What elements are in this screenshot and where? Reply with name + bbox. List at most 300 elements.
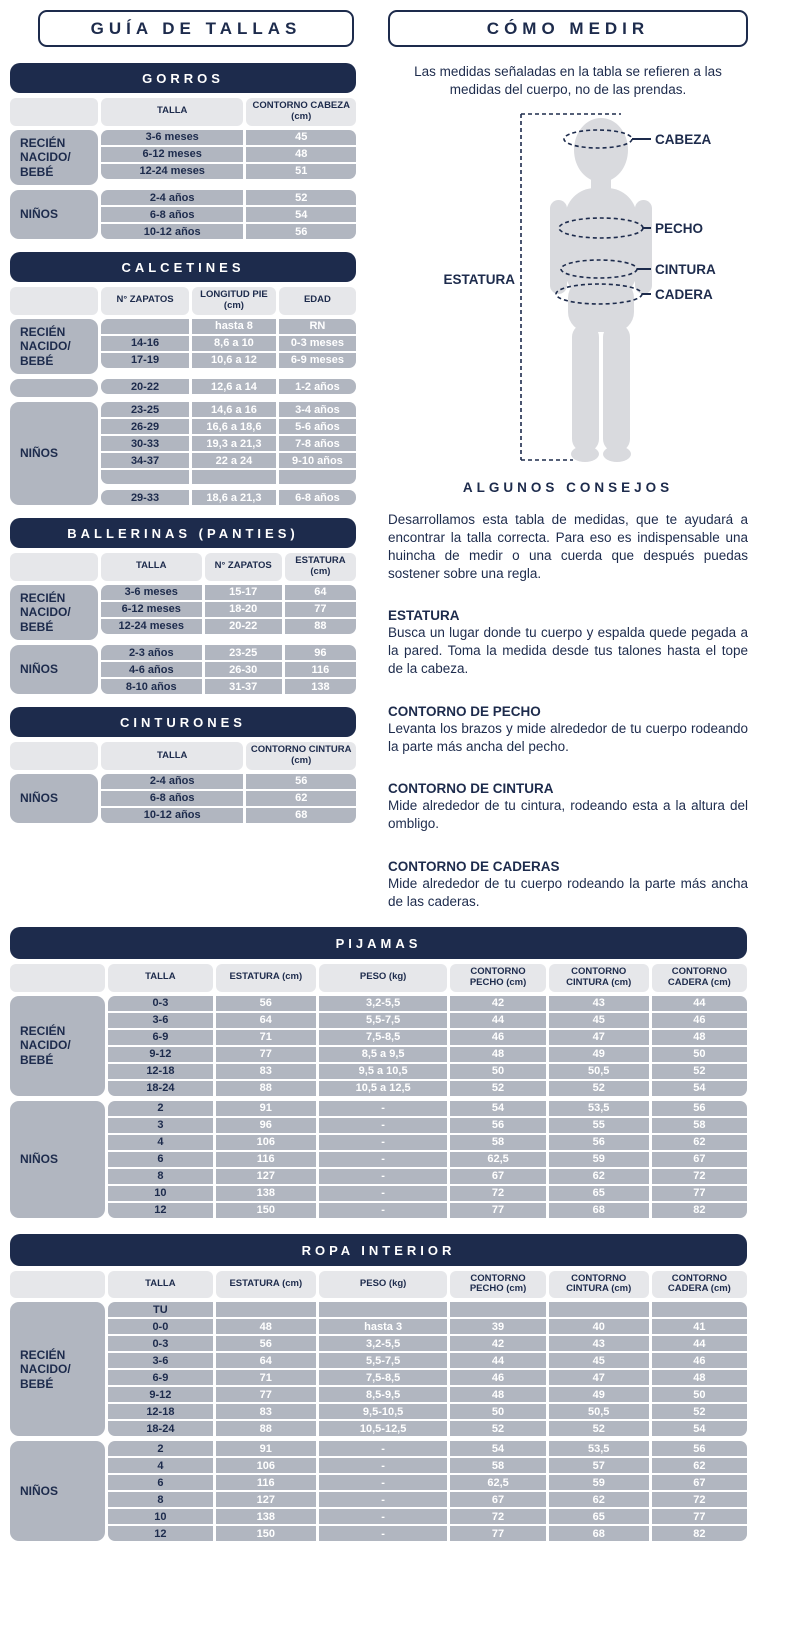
table-row <box>108 1526 747 1541</box>
table-cell: 8,6 a 10 <box>192 336 276 351</box>
table-cell: 83 <box>216 1404 316 1419</box>
table-cell: 29-33 <box>101 490 189 505</box>
table-cell: - <box>319 1169 448 1184</box>
table-row <box>101 402 356 417</box>
table-cell: 6-12 meses <box>101 602 202 617</box>
table-cell: 56 <box>246 224 356 239</box>
table-cell: 3-6 meses <box>101 585 202 600</box>
table-cell: 2-3 años <box>101 645 202 660</box>
table-cell: 54 <box>450 1101 545 1116</box>
table-cell: 0-3 meses <box>279 336 356 351</box>
table-cell: 3,2-5,5 <box>319 996 448 1011</box>
table-cell: 9-10 años <box>279 453 356 468</box>
table-cell: 64 <box>216 1353 316 1368</box>
table-cell: 9-12 <box>108 1387 213 1402</box>
consejos-title: ALGUNOS CONSEJOS <box>462 480 674 496</box>
full-width-tables <box>10 927 747 1542</box>
table-cell: 65 <box>549 1186 649 1201</box>
table-row <box>108 1047 747 1062</box>
table-row <box>108 1186 747 1201</box>
table-cell: 4 <box>108 1458 213 1473</box>
table-cell: 3-6 <box>108 1353 213 1368</box>
table-row <box>101 353 356 368</box>
table-cell: 82 <box>652 1203 747 1218</box>
ballerinas-header-row <box>10 553 356 581</box>
table-cell: 52 <box>652 1404 747 1419</box>
size-guide-title: GUÍA DE TALLAS <box>38 10 354 47</box>
table-cell: 49 <box>549 1047 649 1062</box>
row-group <box>10 190 356 239</box>
table-cell: 14,6 a 16 <box>192 402 276 417</box>
table-cell: 8 <box>108 1169 213 1184</box>
table-row <box>108 1421 747 1436</box>
cintura-label: CINTURA <box>655 262 716 278</box>
table-row <box>108 1319 747 1334</box>
table-cell: 57 <box>549 1458 649 1473</box>
table-cell: 50 <box>652 1047 747 1062</box>
tip-text: Levanta los brazos y mide alrededor de tu cuerpo rodeando la parte más ancha del pecho. <box>388 720 748 754</box>
table-cell: 64 <box>216 1013 316 1028</box>
table-cell: 52 <box>549 1081 649 1096</box>
table-cell: 14-16 <box>101 336 189 351</box>
table-cell: 9-12 <box>108 1047 213 1062</box>
table-cell: 12 <box>108 1526 213 1541</box>
column-header: CONTORNO CADERA (cm) <box>652 1271 747 1299</box>
row-group <box>10 1302 747 1436</box>
table-row <box>101 130 356 145</box>
table-cell: 23-25 <box>101 402 189 417</box>
table-cell: 52 <box>450 1421 545 1436</box>
table-cell: 96 <box>285 645 356 660</box>
table-cell: 9,5-10,5 <box>319 1404 448 1419</box>
how-to-measure-column <box>388 10 748 911</box>
table-cell: 96 <box>216 1118 316 1133</box>
row-group-label: NIÑOS <box>10 402 98 505</box>
table-cell: 48 <box>652 1370 747 1385</box>
tip-text: Busca un lugar donde tu cuerpo y espalda quede pegada a la pared. Toma la medida desde tus talones hasta el tope de la cabeza. <box>388 625 748 676</box>
table-cell: 45 <box>549 1013 649 1028</box>
pijamas-title-bar: PIJAMAS <box>10 927 747 959</box>
row-group-rows <box>101 774 356 823</box>
table-cell: 56 <box>450 1118 545 1133</box>
table-cell: 12-24 meses <box>101 619 202 634</box>
table-cell: 6 <box>108 1152 213 1167</box>
table-cell: 59 <box>549 1475 649 1490</box>
row-group-rows <box>101 190 356 239</box>
table-cell: 116 <box>285 662 356 677</box>
tip-heading: CONTORNO DE CADERAS <box>388 859 560 875</box>
table-cell: 8-10 años <box>101 679 202 694</box>
table-cell: - <box>319 1492 448 1507</box>
table-row <box>108 1135 747 1150</box>
table-cell: 150 <box>216 1203 316 1218</box>
column-header: ESTATURA (cm) <box>216 964 316 992</box>
row-segment <box>108 996 747 1096</box>
table-row <box>101 224 356 239</box>
table-cell: 4 <box>108 1135 213 1150</box>
table-cell: 150 <box>216 1526 316 1541</box>
table-cell <box>192 470 276 484</box>
row-group-rows <box>108 996 747 1096</box>
table-cell: 47 <box>549 1030 649 1045</box>
table-row <box>108 1081 747 1096</box>
table-cell: 68 <box>549 1526 649 1541</box>
table-cell: 91 <box>216 1441 316 1456</box>
table-row <box>101 619 356 634</box>
table-cell: 46 <box>450 1030 545 1045</box>
table-row <box>108 1387 747 1402</box>
table-cell <box>319 1302 448 1317</box>
table-cell: 6-8 años <box>101 791 243 806</box>
table-cell: - <box>319 1152 448 1167</box>
table-row <box>108 1013 747 1028</box>
column-header: CONTORNO CINTURA (cm) <box>549 964 649 992</box>
table-row <box>108 1370 747 1385</box>
table-cell: - <box>319 1509 448 1524</box>
table-row <box>101 679 356 694</box>
table-cell: 72 <box>450 1186 545 1201</box>
table-cell: 26-29 <box>101 419 189 434</box>
column-header: ESTATURA (cm) <box>216 1271 316 1299</box>
table-cell: 7-8 años <box>279 436 356 451</box>
tip-heading: CONTORNO DE CINTURA <box>388 781 554 797</box>
table-cell: - <box>319 1135 448 1150</box>
table-cell: 6-12 meses <box>101 147 243 162</box>
table-cell: 2 <box>108 1441 213 1456</box>
column-header: N° ZAPATOS <box>205 553 282 581</box>
row-segment <box>101 130 356 179</box>
row-group-rows <box>108 1441 747 1541</box>
row-group-rows <box>101 585 356 640</box>
table-row <box>108 1336 747 1351</box>
ballerinas-title-bar: BALLERINAS (PANTIES) <box>10 518 356 548</box>
table-cell: 7,5-8,5 <box>319 1030 448 1045</box>
table-cell: 62 <box>652 1135 747 1150</box>
table-cell: 44 <box>450 1353 545 1368</box>
measure-intro-text: Las medidas señaladas en la tabla se refieren a las medidas del cuerpo, no de las prendas. <box>414 64 722 97</box>
table-cell: 55 <box>549 1118 649 1133</box>
table-cell: 45 <box>246 130 356 145</box>
pijamas-header-row <box>10 964 747 992</box>
table-cell: 91 <box>216 1101 316 1116</box>
table-row <box>101 585 356 600</box>
table-cell: - <box>319 1458 448 1473</box>
table-cell: 26-30 <box>205 662 282 677</box>
table-cell: 50 <box>652 1387 747 1402</box>
size-guide-column <box>10 10 356 836</box>
table-cell: 47 <box>549 1370 649 1385</box>
table-cell: 3-6 <box>108 1013 213 1028</box>
tip-heading: CONTORNO DE PECHO <box>388 703 541 719</box>
row-segment <box>101 774 356 823</box>
table-cell <box>652 1302 747 1317</box>
table-cell: 72 <box>652 1169 747 1184</box>
table-cell: 0-0 <box>108 1319 213 1334</box>
table-cell: 138 <box>216 1509 316 1524</box>
table-cell: 59 <box>549 1152 649 1167</box>
table-cell: 77 <box>652 1509 747 1524</box>
top-columns <box>10 10 786 911</box>
table-cell: 6-9 <box>108 1370 213 1385</box>
table-cell: 34-37 <box>101 453 189 468</box>
row-segment <box>101 319 356 368</box>
table-cell: 18-24 <box>108 1081 213 1096</box>
column-header: TALLA <box>101 98 243 126</box>
table-cell: 54 <box>246 207 356 222</box>
table-cell: 2 <box>108 1101 213 1116</box>
table-cell: 48 <box>450 1047 545 1062</box>
table-cell: 43 <box>549 996 649 1011</box>
table-cell: 10,5 a 12,5 <box>319 1081 448 1096</box>
row-group-label: NIÑOS <box>10 645 98 694</box>
table-cell: 138 <box>285 679 356 694</box>
table-cell: 62,5 <box>450 1475 545 1490</box>
table-row <box>108 1475 747 1490</box>
table-cell: 9,5 a 10,5 <box>319 1064 448 1079</box>
table-cell: 48 <box>450 1387 545 1402</box>
table-cell: 82 <box>652 1526 747 1541</box>
table-cell: 5-6 años <box>279 419 356 434</box>
table-cell: TU <box>108 1302 213 1317</box>
column-header: CONTORNO CABEZA (cm) <box>246 98 356 126</box>
cinturones-title-bar: CINTURONES <box>10 707 356 737</box>
table-cell: 48 <box>216 1319 316 1334</box>
table-row <box>108 1203 747 1218</box>
table-cell: 62 <box>549 1492 649 1507</box>
row-group-label: NIÑOS <box>10 1441 105 1541</box>
table-cell: 22 a 24 <box>192 453 276 468</box>
table-cell: 67 <box>450 1169 545 1184</box>
table-cell: 50 <box>450 1064 545 1079</box>
table-cell: 10-12 años <box>101 808 243 823</box>
table-row <box>108 996 747 1011</box>
table-row <box>101 645 356 660</box>
row-segment <box>101 645 356 694</box>
row-group-rows <box>101 379 356 397</box>
body-measurement-diagram <box>389 104 747 472</box>
column-header: TALLA <box>101 553 202 581</box>
row-group-rows <box>101 645 356 694</box>
table-cell: 68 <box>549 1203 649 1218</box>
column-header: TALLA <box>101 742 243 770</box>
row-segment <box>108 1101 747 1218</box>
table-row <box>108 1441 747 1456</box>
header-corner-spacer <box>10 553 98 581</box>
table-cell: 12-24 meses <box>101 164 243 179</box>
table-row <box>101 190 356 205</box>
table-cell: 83 <box>216 1064 316 1079</box>
table-cell <box>101 319 189 334</box>
table-row <box>101 662 356 677</box>
table-cell: 18-20 <box>205 602 282 617</box>
table-cell: 116 <box>216 1152 316 1167</box>
table-row <box>101 453 356 468</box>
row-group <box>10 645 356 694</box>
table-cell: 72 <box>652 1492 747 1507</box>
table-cell: 10,5-12,5 <box>319 1421 448 1436</box>
table-cell: - <box>319 1118 448 1133</box>
table-cell: 0-3 <box>108 996 213 1011</box>
table-row <box>108 1101 747 1116</box>
gorros-table <box>10 63 356 239</box>
table-cell: - <box>319 1475 448 1490</box>
tip-text: Mide alrededor de tu cintura, rodeando esta a la altura del ombligo. <box>388 798 748 832</box>
row-segment <box>108 1302 747 1436</box>
table-cell: 77 <box>450 1203 545 1218</box>
table-cell: 77 <box>652 1186 747 1201</box>
table-cell: 10 <box>108 1186 213 1201</box>
calcetines-table <box>10 252 356 505</box>
table-cell: 106 <box>216 1458 316 1473</box>
table-cell: 127 <box>216 1492 316 1507</box>
table-cell: 16,6 a 18,6 <box>192 419 276 434</box>
row-segment <box>101 490 356 505</box>
table-row <box>101 419 356 434</box>
table-cell: 41 <box>652 1319 747 1334</box>
row-group-label: NIÑOS <box>10 190 98 239</box>
row-group-rows <box>108 1302 747 1436</box>
table-row <box>108 1353 747 1368</box>
table-cell: 48 <box>246 147 356 162</box>
table-cell: 6-9 <box>108 1030 213 1045</box>
table-cell: 12-18 <box>108 1404 213 1419</box>
table-cell: 62 <box>652 1458 747 1473</box>
table-cell <box>279 470 356 484</box>
table-cell: 44 <box>652 996 747 1011</box>
row-segment <box>108 1441 747 1541</box>
table-cell: 62 <box>246 791 356 806</box>
column-header: CONTORNO CINTURA (cm) <box>549 1271 649 1299</box>
table-cell: 5,5-7,5 <box>319 1013 448 1028</box>
table-cell: 12,6 a 14 <box>192 379 276 394</box>
table-cell: 8 <box>108 1492 213 1507</box>
header-corner-spacer <box>10 1271 105 1299</box>
ballerinas-table <box>10 518 356 694</box>
gorros-title-bar: GORROS <box>10 63 356 93</box>
table-cell: 0-3 <box>108 1336 213 1351</box>
how-to-measure-title: CÓMO MEDIR <box>388 10 748 47</box>
table-cell: 56 <box>216 996 316 1011</box>
row-group <box>10 774 356 823</box>
tip-contorno-pecho <box>388 704 748 756</box>
table-cell <box>101 470 189 484</box>
table-cell: hasta 8 <box>192 319 276 334</box>
table-cell: 12-18 <box>108 1064 213 1079</box>
table-cell: 52 <box>652 1064 747 1079</box>
tip-text: Mide alrededor de tu cuerpo rodeando la parte más ancha de las caderas. <box>388 876 748 909</box>
ropa-interior-table <box>10 1234 747 1542</box>
cabeza-label: CABEZA <box>655 132 712 148</box>
table-cell: 10,6 a 12 <box>192 353 276 368</box>
table-cell: 88 <box>216 1421 316 1436</box>
ropa_interior-title-bar: ROPA INTERIOR <box>10 1234 747 1266</box>
table-cell: 77 <box>450 1526 545 1541</box>
table-cell: 10 <box>108 1509 213 1524</box>
table-row <box>101 147 356 162</box>
row-group-rows <box>101 130 356 185</box>
cinturones-header-row <box>10 742 356 770</box>
column-header: CONTORNO CINTURA (cm) <box>246 742 356 770</box>
cadera-label: CADERA <box>655 287 713 303</box>
table-cell: 15-17 <box>205 585 282 600</box>
table-row <box>108 1458 747 1473</box>
table-cell: 4-6 años <box>101 662 202 677</box>
table-cell: 5,5-7,5 <box>319 1353 448 1368</box>
table-cell: 12 <box>108 1203 213 1218</box>
table-cell: 3-4 años <box>279 402 356 417</box>
row-group-label: NIÑOS <box>10 1101 105 1218</box>
column-header: N° ZAPATOS <box>101 287 189 315</box>
table-cell: 53,5 <box>549 1441 649 1456</box>
pijamas-table <box>10 927 747 1218</box>
column-header: CONTORNO PECHO (cm) <box>450 964 545 992</box>
table-cell: 8,5 a 9,5 <box>319 1047 448 1062</box>
table-cell: - <box>319 1203 448 1218</box>
row-group-label: RECIÉN NACIDO/ BEBÉ <box>10 996 105 1096</box>
table-row <box>108 1064 747 1079</box>
table-cell: 3 <box>108 1118 213 1133</box>
table-cell: - <box>319 1441 448 1456</box>
table-row <box>108 1302 747 1317</box>
table-cell: 30-33 <box>101 436 189 451</box>
table-cell: 6-8 años <box>101 207 243 222</box>
row-group <box>10 1441 747 1541</box>
tip-heading: ESTATURA <box>388 608 460 624</box>
table-cell: 42 <box>450 1336 545 1351</box>
table-cell: 71 <box>216 1030 316 1045</box>
table-cell: 58 <box>450 1135 545 1150</box>
row-group-rows <box>101 402 356 505</box>
row-segment <box>101 585 356 634</box>
row-group <box>10 996 747 1096</box>
table-cell: 31-37 <box>205 679 282 694</box>
row-group-label: NIÑOS <box>10 774 98 823</box>
row-group-rows <box>101 319 356 374</box>
gorros-header-row <box>10 98 356 126</box>
row-group <box>10 1101 747 1218</box>
column-header: EDAD <box>279 287 356 315</box>
column-header: PESO (kg) <box>319 1271 448 1299</box>
row-group <box>10 130 356 185</box>
table-row <box>101 470 356 484</box>
table-row <box>108 1509 747 1524</box>
table-row <box>108 1152 747 1167</box>
header-corner-spacer <box>10 98 98 126</box>
table-cell: 67 <box>652 1475 747 1490</box>
row-group <box>10 402 356 505</box>
table-cell: 42 <box>450 996 545 1011</box>
row-group-rows <box>108 1101 747 1218</box>
table-cell: 39 <box>450 1319 545 1334</box>
table-cell: 116 <box>216 1475 316 1490</box>
table-cell: 67 <box>450 1492 545 1507</box>
table-cell: 77 <box>285 602 356 617</box>
table-cell: - <box>319 1186 448 1201</box>
row-group <box>10 585 356 640</box>
table-row <box>101 207 356 222</box>
table-cell: 18,6 a 21,3 <box>192 490 276 505</box>
column-header: LONGITUD PIE (cm) <box>192 287 276 315</box>
table-cell: 56 <box>216 1336 316 1351</box>
column-header: PESO (kg) <box>319 964 448 992</box>
table-cell: 54 <box>652 1421 747 1436</box>
table-cell: 46 <box>652 1013 747 1028</box>
row-group-label <box>10 379 98 397</box>
table-cell: 44 <box>450 1013 545 1028</box>
table-cell: 77 <box>216 1047 316 1062</box>
header-corner-spacer <box>10 287 98 315</box>
table-row <box>108 1118 747 1133</box>
